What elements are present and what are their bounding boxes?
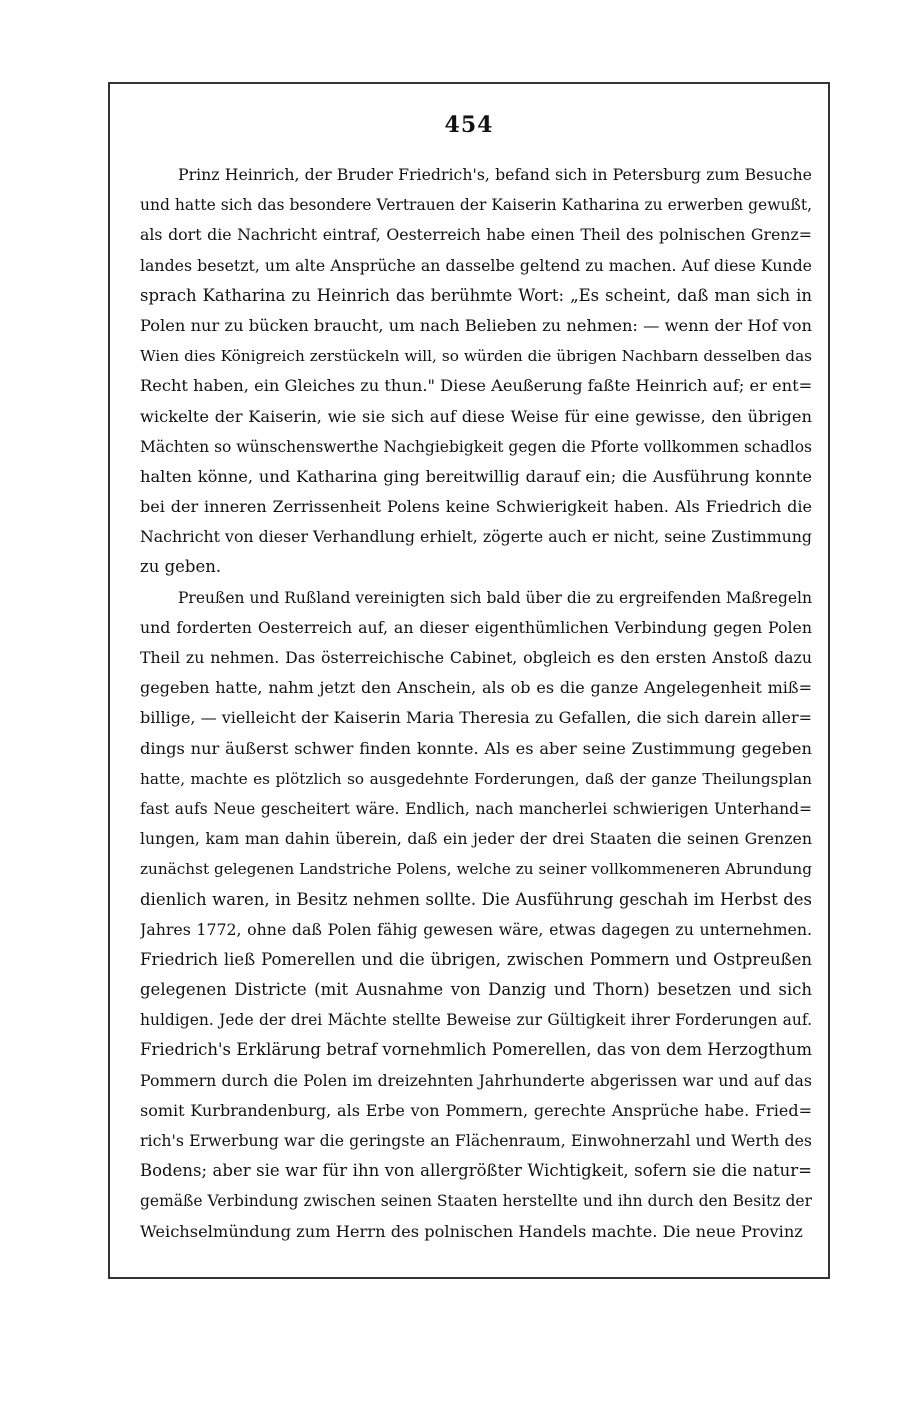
text-line: zunächst gelegenen Landstriche Polens, welche zu seiner vollkommeneren Abrundung	[140, 860, 812, 879]
text-line: gemäße Verbindung zwischen seinen Staaten herstellte und ihn durch den Besitz der	[140, 1192, 812, 1211]
text-line: wickelte der Kaiserin, wie sie sich auf diese Weise für eine gewisse, den übrigen	[140, 406, 812, 426]
text-line: Recht haben, ein Gleiches zu thun." Diese Aeußerung faßte Heinrich auf; er ent=	[140, 376, 812, 396]
text-line: Wien dies Königreich zerstückeln will, so würden die übrigen Nachbarn desselben das	[140, 347, 812, 366]
text-line: als dort die Nachricht eintraf, Oesterreich habe einen Theil des polnischen Grenz=	[140, 225, 812, 245]
text-line: Bodens; aber sie war für ihn von allergrößter Wichtigkeit, sofern sie die natur=	[140, 1161, 812, 1181]
text-line: Friedrich ließ Pomerellen und die übrigen, zwischen Pommern und Ostpreußen	[140, 949, 812, 969]
text-line: bei der inneren Zerrissenheit Polens keine Schwierigkeit haben. Als Friedrich die	[140, 497, 812, 517]
text-line: fast aufs Neue gescheitert wäre. Endlich, nach mancherlei schwierigen Unterhand=	[140, 799, 812, 818]
body-text	[140, 160, 812, 1247]
text-line: Theil zu nehmen. Das österreichische Cabinet, obgleich es den ersten Anstoß dazu	[140, 648, 812, 667]
text-line: lungen, kam man dahin überein, daß ein jeder der drei Staaten die seinen Grenzen	[140, 829, 812, 849]
text-line: Nachricht von dieser Verhandlung erhielt, zögerte auch er nicht, seine Zustimmung	[140, 527, 812, 547]
text-line: hatte, machte es plötzlich so ausgedehnte Forderungen, daß der ganze Theilungsplan	[140, 769, 812, 788]
text-line: und hatte sich das besondere Vertrauen der Kaiserin Katharina zu erwerben gewußt,	[140, 196, 812, 215]
text-line: Pommern durch die Polen im dreizehnten Jahrhunderte abgerissen war und auf das	[140, 1070, 812, 1090]
paragraph-2	[140, 583, 812, 1247]
text-line: zu geben.	[140, 557, 222, 577]
text-line: gelegenen Districte (mit Ausnahme von Danzig und Thorn) besetzen und sich	[140, 980, 812, 1000]
text-line: dings nur äußerst schwer finden konnte. Als es aber seine Zustimmung gegeben	[140, 738, 812, 758]
text-line: Preußen und Rußland vereinigten sich bald über die zu ergreifenden Maßregeln	[178, 588, 812, 607]
text-line: somit Kurbrandenburg, als Erbe von Pommern, gerechte Ansprüche habe. Fried=	[140, 1100, 812, 1120]
text-line: landes besetzt, um alte Ansprüche an dasselbe geltend zu machen. Auf diese Kunde	[140, 255, 812, 275]
text-line: Friedrich's Erklärung betraf vornehmlich Pomerellen, das von dem Herzogthum	[140, 1040, 812, 1060]
text-line: gegeben hatte, nahm jetzt den Anschein, als ob es die ganze Angelegenheit miß=	[140, 678, 812, 698]
text-line: dienlich waren, in Besitz nehmen sollte. Die Ausführung geschah im Herbst des	[140, 889, 812, 909]
text-line: halten könne, und Katharina ging bereitwillig darauf ein; die Ausführung konnte	[140, 466, 812, 486]
text-line: Prinz Heinrich, der Bruder Friedrich's, befand sich in Petersburg zum Besuche	[178, 165, 812, 184]
text-line: huldigen. Jede der drei Mächte stellte Beweise zur Gültigkeit ihrer Forderungen auf.	[140, 1011, 812, 1030]
text-line: Weichselmündung zum Herrn des polnischen Handels machte. Die neue Provinz	[140, 1221, 803, 1241]
text-line: und forderten Oesterreich auf, an dieser eigenthümlichen Verbindung gegen Polen	[140, 617, 812, 637]
text-line: Mächten so wünschenswerthe Nachgiebigkeit gegen die Pforte vollkommen schadlos	[140, 437, 812, 456]
page-number: 454	[444, 112, 494, 138]
page-frame	[108, 82, 830, 1279]
text-line: rich's Erwerbung war die geringste an Flächenraum, Einwohnerzahl und Werth des	[140, 1131, 812, 1150]
text-line: billige, — vielleicht der Kaiserin Maria Theresia zu Gefallen, die sich darein aller=	[140, 708, 812, 728]
paragraph-1	[140, 160, 812, 583]
text-line: Polen nur zu bücken braucht, um nach Belieben zu nehmen: — wenn der Hof von	[140, 315, 812, 335]
text-line: sprach Katharina zu Heinrich das berühmte Wort: „Es scheint, daß man sich in	[140, 285, 812, 305]
text-line: Jahres 1772, ohne daß Polen fähig gewesen wäre, etwas dagegen zu unternehmen.	[140, 919, 812, 939]
